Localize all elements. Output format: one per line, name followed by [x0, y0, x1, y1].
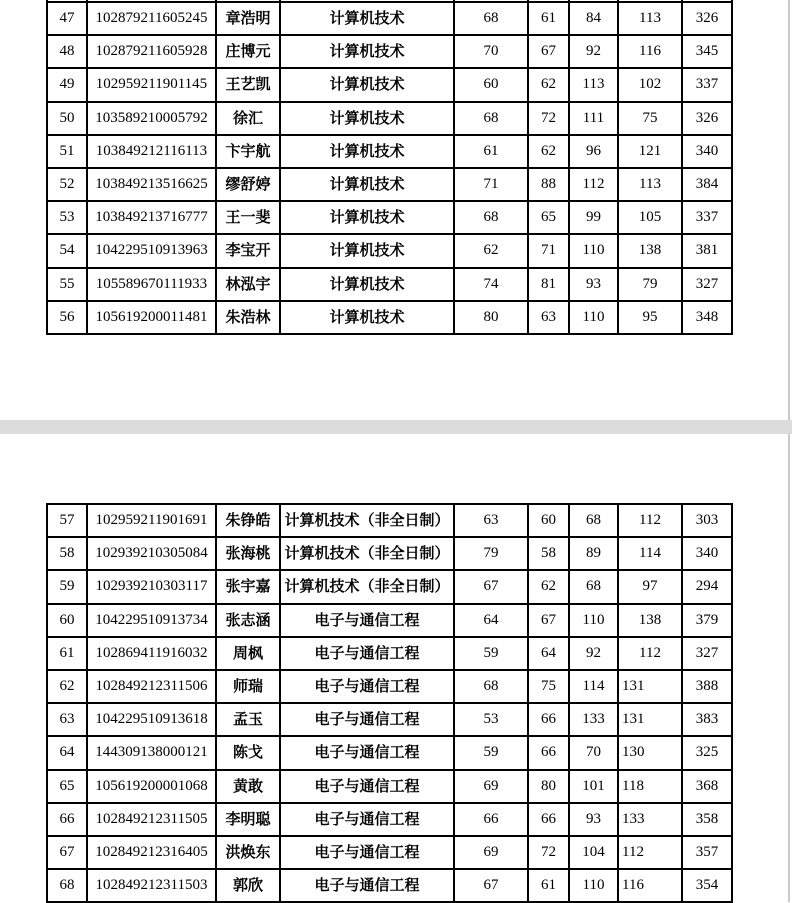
table-row	[47, 803, 732, 836]
row-number-cell: 64	[47, 736, 87, 769]
candidate-id-cell: 103589210005792	[87, 102, 216, 135]
candidate-id-cell: 102939210303117	[87, 570, 216, 603]
score-table-page-1	[46, 0, 733, 335]
score-cell: 67	[454, 570, 528, 603]
row-number-cell: 47	[47, 2, 87, 35]
major-cell: 计算机技术（非全日制）	[280, 570, 454, 603]
candidate-name-cell: 张宇嘉	[216, 570, 280, 603]
row-number-cell: 55	[47, 268, 87, 301]
candidate-id-cell: 103849213516625	[87, 168, 216, 201]
table-row	[47, 168, 732, 201]
score-cell: 104	[569, 836, 618, 869]
major-cell: 计算机技术	[280, 234, 454, 267]
table-row	[47, 570, 732, 603]
score-cell: 325	[682, 736, 732, 769]
score-cell: 131	[618, 703, 682, 736]
score-cell: 327	[682, 637, 732, 670]
score-cell: 53	[454, 703, 528, 736]
major-cell: 计算机技术	[280, 268, 454, 301]
row-number-cell: 59	[47, 570, 87, 603]
score-cell: 60	[454, 68, 528, 101]
table-row	[47, 770, 732, 803]
candidate-name-cell: 周枫	[216, 637, 280, 670]
score-cell: 340	[682, 135, 732, 168]
score-cell: 118	[618, 770, 682, 803]
candidate-id-cell: 102849212316405	[87, 836, 216, 869]
table-row	[47, 102, 732, 135]
candidate-id-cell: 102879211605245	[87, 2, 216, 35]
candidate-name-cell: 王艺凯	[216, 68, 280, 101]
table-row	[47, 268, 732, 301]
row-number-cell: 66	[47, 803, 87, 836]
table-row	[47, 234, 732, 267]
table-row	[47, 504, 732, 537]
score-cell: 113	[618, 2, 682, 35]
score-cell: 93	[569, 268, 618, 301]
score-cell: 68	[454, 670, 528, 703]
score-cell: 102	[618, 68, 682, 101]
score-cell: 72	[528, 836, 569, 869]
score-cell: 59	[454, 637, 528, 670]
candidate-id-cell: 105619200011481	[87, 301, 216, 334]
candidate-id-cell: 102879211605928	[87, 35, 216, 68]
score-cell: 96	[569, 135, 618, 168]
score-table-page-2	[46, 503, 733, 903]
score-cell: 114	[618, 537, 682, 570]
major-cell: 计算机技术	[280, 201, 454, 234]
row-number-cell: 53	[47, 201, 87, 234]
score-cell: 130	[618, 736, 682, 769]
table-row	[47, 35, 732, 68]
score-cell: 68	[569, 504, 618, 537]
score-cell: 70	[569, 736, 618, 769]
score-cell: 337	[682, 68, 732, 101]
candidate-name-cell: 孟玉	[216, 703, 280, 736]
major-cell: 电子与通信工程	[280, 703, 454, 736]
row-number-cell: 52	[47, 168, 87, 201]
score-cell: 70	[454, 35, 528, 68]
major-cell: 计算机技术（非全日制）	[280, 504, 454, 537]
score-cell: 81	[528, 268, 569, 301]
score-cell: 75	[618, 102, 682, 135]
candidate-name-cell: 洪焕东	[216, 836, 280, 869]
score-cell: 69	[454, 770, 528, 803]
candidate-name-cell: 朱铮皓	[216, 504, 280, 537]
score-cell: 110	[569, 604, 618, 637]
score-cell: 68	[454, 201, 528, 234]
candidate-id-cell: 104229510913734	[87, 604, 216, 637]
score-cell: 66	[528, 703, 569, 736]
score-cell: 66	[528, 803, 569, 836]
score-cell: 62	[528, 135, 569, 168]
score-cell: 80	[454, 301, 528, 334]
score-cell: 340	[682, 537, 732, 570]
score-cell: 64	[528, 637, 569, 670]
row-number-cell: 68	[47, 869, 87, 902]
candidate-name-cell: 缪舒婷	[216, 168, 280, 201]
score-cell: 121	[618, 135, 682, 168]
score-cell: 111	[569, 102, 618, 135]
score-cell: 105	[618, 201, 682, 234]
score-cell: 303	[682, 504, 732, 537]
score-cell: 64	[454, 604, 528, 637]
score-cell: 112	[618, 836, 682, 869]
candidate-name-cell: 张志涵	[216, 604, 280, 637]
score-cell: 116	[618, 35, 682, 68]
major-cell: 计算机技术	[280, 168, 454, 201]
candidate-id-cell: 104229510913963	[87, 234, 216, 267]
score-cell: 368	[682, 770, 732, 803]
score-cell: 110	[569, 869, 618, 902]
candidate-id-cell: 102849212311506	[87, 670, 216, 703]
score-cell: 133	[618, 803, 682, 836]
major-cell: 计算机技术	[280, 2, 454, 35]
candidate-name-cell: 陈戈	[216, 736, 280, 769]
candidate-name-cell: 林泓宇	[216, 268, 280, 301]
score-cell: 67	[528, 35, 569, 68]
major-cell: 电子与通信工程	[280, 803, 454, 836]
table-row	[47, 670, 732, 703]
score-cell: 59	[454, 736, 528, 769]
score-cell: 68	[454, 102, 528, 135]
row-number-cell: 67	[47, 836, 87, 869]
candidate-name-cell: 师瑞	[216, 670, 280, 703]
score-cell: 61	[528, 869, 569, 902]
score-cell: 326	[682, 102, 732, 135]
score-cell: 69	[454, 836, 528, 869]
score-cell: 66	[454, 803, 528, 836]
major-cell: 电子与通信工程	[280, 670, 454, 703]
row-number-cell: 49	[47, 68, 87, 101]
score-cell: 112	[569, 168, 618, 201]
major-cell: 电子与通信工程	[280, 770, 454, 803]
score-cell: 75	[528, 670, 569, 703]
row-number-cell: 57	[47, 504, 87, 537]
page-gap-band	[0, 420, 792, 434]
table-row	[47, 68, 732, 101]
candidate-id-cell: 104229510913618	[87, 703, 216, 736]
row-number-cell: 48	[47, 35, 87, 68]
score-cell: 112	[618, 504, 682, 537]
score-cell: 114	[569, 670, 618, 703]
major-cell: 电子与通信工程	[280, 637, 454, 670]
score-cell: 358	[682, 803, 732, 836]
score-cell: 110	[569, 301, 618, 334]
table-row	[47, 537, 732, 570]
score-cell: 348	[682, 301, 732, 334]
score-cell: 62	[528, 570, 569, 603]
candidate-id-cell: 102959211901691	[87, 504, 216, 537]
candidate-name-cell: 李明聪	[216, 803, 280, 836]
candidate-name-cell: 王一斐	[216, 201, 280, 234]
major-cell: 电子与通信工程	[280, 836, 454, 869]
score-cell: 79	[618, 268, 682, 301]
major-cell: 计算机技术	[280, 68, 454, 101]
row-number-cell: 54	[47, 234, 87, 267]
score-cell: 379	[682, 604, 732, 637]
score-cell: 354	[682, 869, 732, 902]
candidate-name-cell: 朱浩林	[216, 301, 280, 334]
score-cell: 89	[569, 537, 618, 570]
candidate-name-cell: 章浩明	[216, 2, 280, 35]
score-cell: 58	[528, 537, 569, 570]
row-number-cell: 60	[47, 604, 87, 637]
candidate-name-cell: 李宝开	[216, 234, 280, 267]
row-number-cell: 58	[47, 537, 87, 570]
score-cell: 72	[528, 102, 569, 135]
major-cell: 计算机技术（非全日制）	[280, 537, 454, 570]
candidate-name-cell: 卞宇航	[216, 135, 280, 168]
score-cell: 357	[682, 836, 732, 869]
candidate-name-cell: 庄博元	[216, 35, 280, 68]
score-cell: 74	[454, 268, 528, 301]
table-row	[47, 637, 732, 670]
row-number-cell: 51	[47, 135, 87, 168]
score-cell: 79	[454, 537, 528, 570]
score-cell: 88	[528, 168, 569, 201]
score-cell: 138	[618, 604, 682, 637]
score-cell: 384	[682, 168, 732, 201]
table-row	[47, 869, 732, 902]
row-number-cell: 61	[47, 637, 87, 670]
candidate-name-cell: 黄敢	[216, 770, 280, 803]
score-cell: 61	[454, 135, 528, 168]
score-cell: 337	[682, 201, 732, 234]
score-cell: 71	[454, 168, 528, 201]
major-cell: 电子与通信工程	[280, 736, 454, 769]
page-edge-line	[788, 0, 790, 902]
major-cell: 计算机技术	[280, 301, 454, 334]
row-number-cell: 65	[47, 770, 87, 803]
table-row	[47, 836, 732, 869]
score-cell: 383	[682, 703, 732, 736]
score-cell: 294	[682, 570, 732, 603]
score-cell: 131	[618, 670, 682, 703]
score-cell: 113	[569, 68, 618, 101]
candidate-id-cell: 102849212311505	[87, 803, 216, 836]
score-cell: 61	[528, 2, 569, 35]
score-cell: 113	[618, 168, 682, 201]
score-cell: 66	[528, 736, 569, 769]
score-cell: 62	[528, 68, 569, 101]
table-row	[47, 736, 732, 769]
row-number-cell: 62	[47, 670, 87, 703]
candidate-id-cell: 102849212311503	[87, 869, 216, 902]
score-cell: 63	[454, 504, 528, 537]
score-cell: 327	[682, 268, 732, 301]
table-row	[47, 301, 732, 334]
candidate-name-cell: 张海桃	[216, 537, 280, 570]
candidate-id-cell: 103849213716777	[87, 201, 216, 234]
score-cell: 92	[569, 637, 618, 670]
score-cell: 63	[528, 301, 569, 334]
score-cell: 71	[528, 234, 569, 267]
score-cell: 60	[528, 504, 569, 537]
candidate-id-cell: 144309138000121	[87, 736, 216, 769]
major-cell: 计算机技术	[280, 102, 454, 135]
score-cell: 99	[569, 201, 618, 234]
row-number-cell: 63	[47, 703, 87, 736]
score-cell: 101	[569, 770, 618, 803]
table-row	[47, 2, 732, 35]
score-cell: 388	[682, 670, 732, 703]
score-cell: 93	[569, 803, 618, 836]
score-cell: 95	[618, 301, 682, 334]
candidate-id-cell: 102959211901145	[87, 68, 216, 101]
major-cell: 计算机技术	[280, 135, 454, 168]
major-cell: 计算机技术	[280, 35, 454, 68]
candidate-id-cell: 105619200001068	[87, 770, 216, 803]
table-body-page-2	[47, 504, 732, 902]
score-cell: 138	[618, 234, 682, 267]
score-cell: 67	[454, 869, 528, 902]
score-cell: 110	[569, 234, 618, 267]
row-number-cell: 56	[47, 301, 87, 334]
score-cell: 92	[569, 35, 618, 68]
score-cell: 67	[528, 604, 569, 637]
major-cell: 电子与通信工程	[280, 869, 454, 902]
candidate-name-cell: 徐汇	[216, 102, 280, 135]
score-cell: 68	[569, 570, 618, 603]
score-cell: 112	[618, 637, 682, 670]
candidate-id-cell: 105589670111933	[87, 268, 216, 301]
row-number-cell: 50	[47, 102, 87, 135]
score-cell: 65	[528, 201, 569, 234]
table-row	[47, 135, 732, 168]
score-cell: 80	[528, 770, 569, 803]
score-cell: 84	[569, 2, 618, 35]
candidate-id-cell: 102939210305084	[87, 537, 216, 570]
score-cell: 97	[618, 570, 682, 603]
score-cell: 381	[682, 234, 732, 267]
candidate-id-cell: 102869411916032	[87, 637, 216, 670]
candidate-id-cell: 103849212116113	[87, 135, 216, 168]
table-body-page-1	[47, 0, 732, 334]
score-cell: 326	[682, 2, 732, 35]
score-cell: 133	[569, 703, 618, 736]
score-cell: 68	[454, 2, 528, 35]
major-cell: 电子与通信工程	[280, 604, 454, 637]
score-cell: 62	[454, 234, 528, 267]
candidate-name-cell: 郭欣	[216, 869, 280, 902]
table-row	[47, 201, 732, 234]
score-cell: 345	[682, 35, 732, 68]
table-row	[47, 604, 732, 637]
table-row	[47, 703, 732, 736]
score-cell: 116	[618, 869, 682, 902]
